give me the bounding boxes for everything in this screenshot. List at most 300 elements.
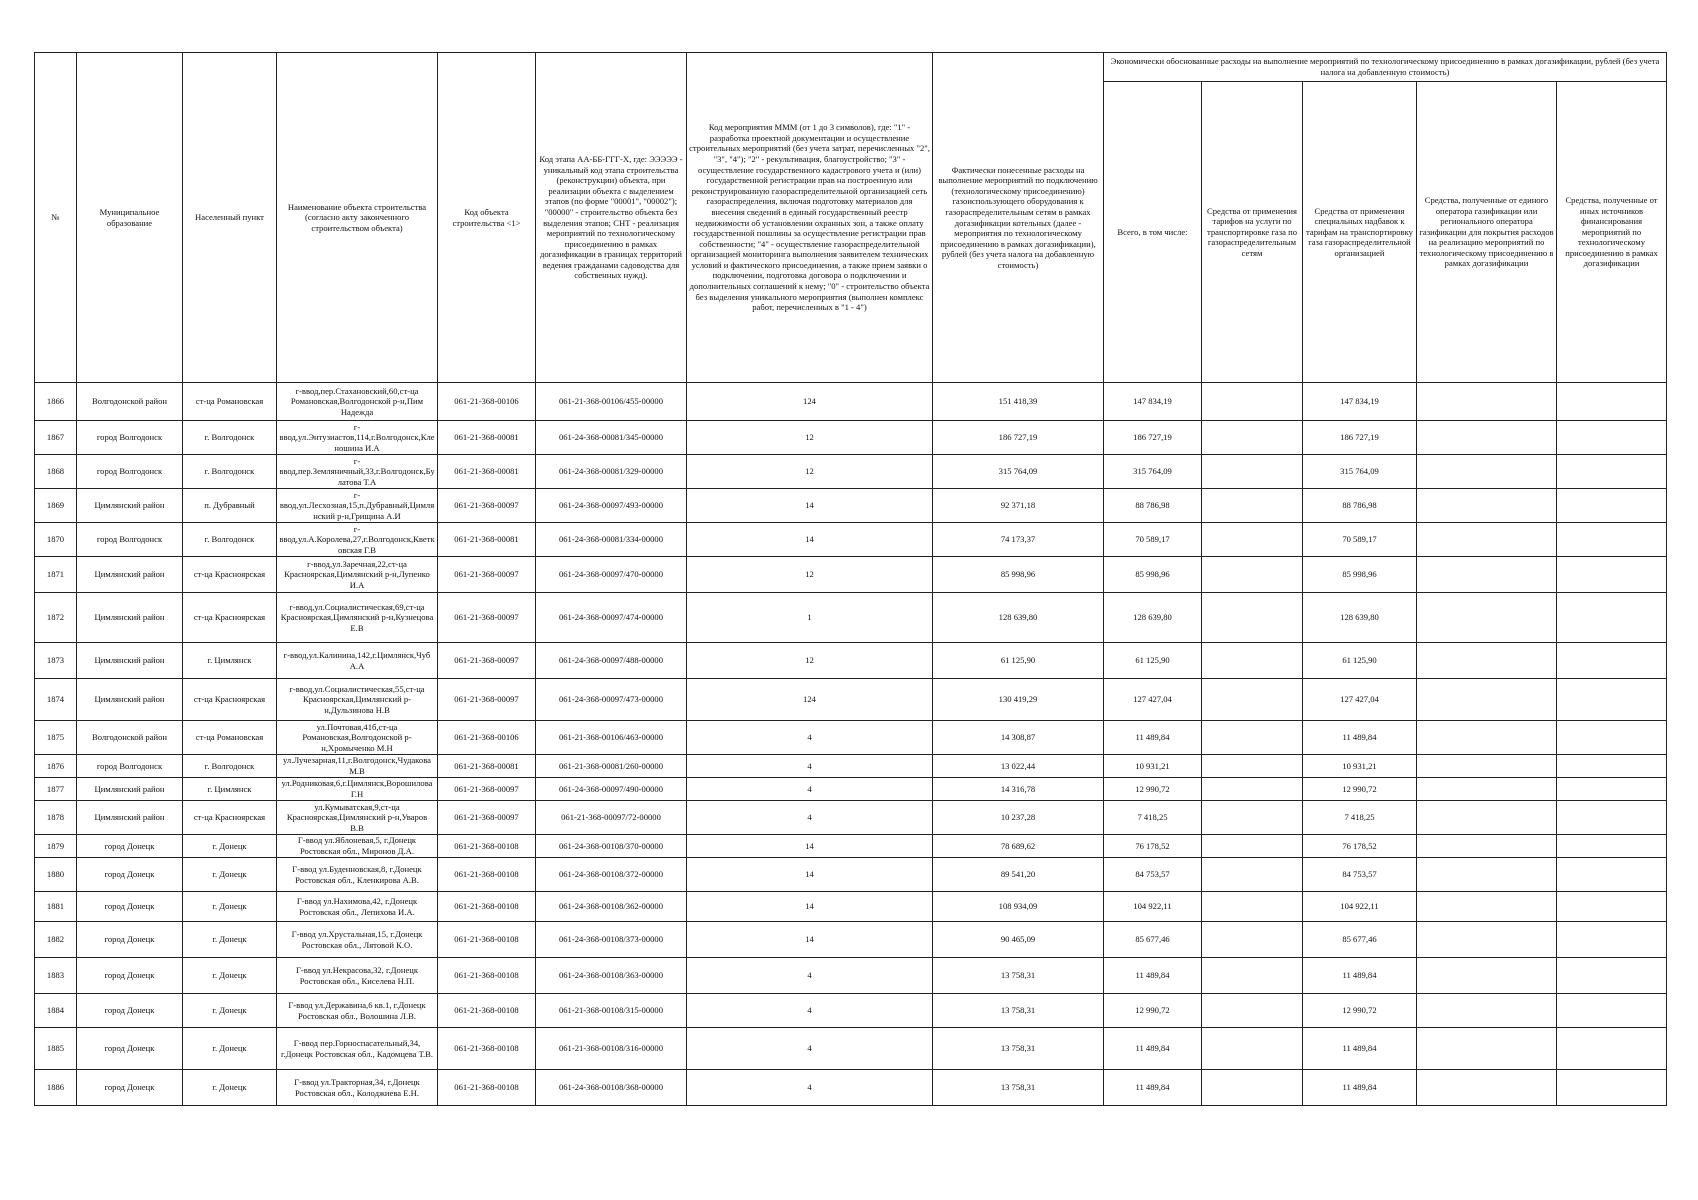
municipality-cell: город Волгодонск <box>77 523 183 557</box>
special-surcharge-cell: 12 990,72 <box>1303 994 1417 1028</box>
object-name-cell: г-ввод,ул.Калинина,142,г.Цимлянск,Чуб А.А <box>277 643 438 679</box>
single-operator-cell <box>1417 1028 1557 1070</box>
row-number: 1885 <box>35 1028 77 1070</box>
object-name-cell: Г-ввод ул.Нахимова,42, г.Донецк Ростовская обл., Лепихова И.А. <box>277 892 438 922</box>
total-cell: 186 727,19 <box>1104 421 1202 455</box>
object-code-cell: 061-21-368-00108 <box>438 1028 536 1070</box>
actual-costs-cell: 14 308,87 <box>933 721 1104 755</box>
other-sources-cell <box>1557 755 1667 778</box>
object-code-cell: 061-21-368-00106 <box>438 721 536 755</box>
row-number: 1874 <box>35 679 77 721</box>
municipality-cell: город Донецк <box>77 892 183 922</box>
tariff-cell <box>1202 958 1303 994</box>
table-row <box>35 593 1667 643</box>
row-number: 1872 <box>35 593 77 643</box>
activity-code-cell: 4 <box>687 1028 933 1070</box>
municipality-cell: город Волгодонск <box>77 755 183 778</box>
municipality-cell: Волгодонской район <box>77 383 183 421</box>
object-code-cell: 061-21-368-00097 <box>438 778 536 801</box>
row-number: 1867 <box>35 421 77 455</box>
tariff-cell <box>1202 835 1303 858</box>
total-cell: 7 418,25 <box>1104 801 1202 835</box>
tariff-cell <box>1202 557 1303 593</box>
settlement-cell: г. Донецк <box>183 892 277 922</box>
object-code-cell: 061-21-368-00097 <box>438 593 536 643</box>
special-surcharge-cell: 104 922,11 <box>1303 892 1417 922</box>
stage-code-cell: 061-24-368-00108/368-00000 <box>536 1070 687 1106</box>
single-operator-cell <box>1417 858 1557 892</box>
settlement-cell: г. Волгодонск <box>183 421 277 455</box>
tariff-cell <box>1202 755 1303 778</box>
table-row <box>35 383 1667 421</box>
special-surcharge-cell: 11 489,84 <box>1303 1070 1417 1106</box>
activity-code-cell: 14 <box>687 835 933 858</box>
stage-code-cell: 061-21-368-00106/463-00000 <box>536 721 687 755</box>
other-sources-cell <box>1557 489 1667 523</box>
activity-code-cell: 12 <box>687 455 933 489</box>
row-number: 1866 <box>35 383 77 421</box>
header-tariff-transport: Средства от применения тарифов на услуги по транспортировке газа по газораспределительным сетям <box>1202 82 1303 383</box>
object-name-cell: ул.Родниковая,6,г.Цимлянск,Ворошилова Г.Н <box>277 778 438 801</box>
tariff-cell <box>1202 994 1303 1028</box>
municipality-cell: Цимлянский район <box>77 593 183 643</box>
stage-code-cell: 061-21-368-00108/315-00000 <box>536 994 687 1028</box>
actual-costs-cell: 128 639,80 <box>933 593 1104 643</box>
municipality-cell: Волгодонской район <box>77 721 183 755</box>
header-actual-costs: Фактически понесенные расходы на выполнение мероприятий по подключению (технологическому присоединению) газоиспользующего оборудования к газораспределительным сетям в рамках догазификации котельных (далее - мероприятия по технологическому присоединению в рамках догазификации), рублей (без учета налога на добавленную стоимость) <box>933 53 1104 383</box>
settlement-cell: г. Донецк <box>183 958 277 994</box>
other-sources-cell <box>1557 958 1667 994</box>
tariff-cell <box>1202 922 1303 958</box>
other-sources-cell <box>1557 593 1667 643</box>
total-cell: 11 489,84 <box>1104 1070 1202 1106</box>
municipality-cell: город Донецк <box>77 835 183 858</box>
stage-code-cell: 061-21-368-00106/455-00000 <box>536 383 687 421</box>
other-sources-cell <box>1557 835 1667 858</box>
row-number: 1875 <box>35 721 77 755</box>
settlement-cell: г. Донецк <box>183 858 277 892</box>
other-sources-cell <box>1557 801 1667 835</box>
object-code-cell: 061-21-368-00081 <box>438 455 536 489</box>
municipality-cell: город Донецк <box>77 958 183 994</box>
object-name-cell: г-ввод,пер.Стахановский,60,ст-ца Романовская,Волгодонской р-н,Пим Надежда <box>277 383 438 421</box>
other-sources-cell <box>1557 679 1667 721</box>
row-number: 1876 <box>35 755 77 778</box>
object-name-cell: Г-ввод пер.Горноспасательный,34, г.Донецк Ростовская обл., Кадомцева Т.В. <box>277 1028 438 1070</box>
activity-code-cell: 14 <box>687 858 933 892</box>
other-sources-cell <box>1557 892 1667 922</box>
special-surcharge-cell: 84 753,57 <box>1303 858 1417 892</box>
header-special-surcharge: Средства от применения специальных надбавок к тарифам на транспортировку газа газораспределительной организацией <box>1303 82 1417 383</box>
special-surcharge-cell: 11 489,84 <box>1303 721 1417 755</box>
total-cell: 315 764,09 <box>1104 455 1202 489</box>
municipality-cell: город Донецк <box>77 994 183 1028</box>
table-row <box>35 421 1667 455</box>
settlement-cell: ст-ца Красноярская <box>183 557 277 593</box>
tariff-cell <box>1202 1028 1303 1070</box>
object-code-cell: 061-21-368-00097 <box>438 557 536 593</box>
actual-costs-cell: 13 758,31 <box>933 958 1104 994</box>
other-sources-cell <box>1557 455 1667 489</box>
object-code-cell: 061-21-368-00108 <box>438 922 536 958</box>
object-name-cell: Г-ввод ул.Буденновская,8, г.Донецк Ростовская обл., Кленкирова А.В. <box>277 858 438 892</box>
single-operator-cell <box>1417 489 1557 523</box>
table-row <box>35 892 1667 922</box>
stage-code-cell: 061-24-368-00097/470-00000 <box>536 557 687 593</box>
settlement-cell: г. Волгодонск <box>183 455 277 489</box>
single-operator-cell <box>1417 721 1557 755</box>
header-num: № <box>35 53 77 383</box>
municipality-cell: город Донецк <box>77 858 183 892</box>
row-number: 1881 <box>35 892 77 922</box>
row-number: 1877 <box>35 778 77 801</box>
actual-costs-cell: 108 934,09 <box>933 892 1104 922</box>
settlement-cell: г. Волгодонск <box>183 755 277 778</box>
tariff-cell <box>1202 489 1303 523</box>
table-row <box>35 679 1667 721</box>
actual-costs-cell: 92 371,18 <box>933 489 1104 523</box>
object-code-cell: 061-21-368-00106 <box>438 383 536 421</box>
tariff-cell <box>1202 858 1303 892</box>
activity-code-cell: 14 <box>687 523 933 557</box>
single-operator-cell <box>1417 557 1557 593</box>
actual-costs-cell: 13 758,31 <box>933 1028 1104 1070</box>
actual-costs-cell: 315 764,09 <box>933 455 1104 489</box>
single-operator-cell <box>1417 523 1557 557</box>
special-surcharge-cell: 88 786,98 <box>1303 489 1417 523</box>
total-cell: 10 931,21 <box>1104 755 1202 778</box>
special-surcharge-cell: 315 764,09 <box>1303 455 1417 489</box>
tariff-cell <box>1202 383 1303 421</box>
municipality-cell: город Донецк <box>77 1070 183 1106</box>
settlement-cell: г. Цимлянск <box>183 643 277 679</box>
header-object-code: Код объекта строительства <1> <box>438 53 536 383</box>
row-number: 1870 <box>35 523 77 557</box>
header-other-sources: Средства, полученные от иных источников финансирования мероприятий по технологическому присоединению в рамках догазификации <box>1557 82 1667 383</box>
activity-code-cell: 12 <box>687 643 933 679</box>
single-operator-cell <box>1417 958 1557 994</box>
special-surcharge-cell: 11 489,84 <box>1303 958 1417 994</box>
object-code-cell: 061-21-368-00108 <box>438 958 536 994</box>
table-row <box>35 557 1667 593</box>
single-operator-cell <box>1417 922 1557 958</box>
object-name-cell: Г-ввод ул.Хрустальная,15, г.Донецк Ростовская обл., Лятовой К.О. <box>277 922 438 958</box>
row-number: 1879 <box>35 835 77 858</box>
stage-code-cell: 061-24-368-00081/334-00000 <box>536 523 687 557</box>
actual-costs-cell: 186 727,19 <box>933 421 1104 455</box>
object-name-cell: г-ввод,ул.Лесхозная,15,п.Дубравный,Цимлянский р-н,Грищина А.И <box>277 489 438 523</box>
activity-code-cell: 12 <box>687 557 933 593</box>
actual-costs-cell: 61 125,90 <box>933 643 1104 679</box>
actual-costs-cell: 13 758,31 <box>933 1070 1104 1106</box>
other-sources-cell <box>1557 643 1667 679</box>
actual-costs-cell: 13 022,44 <box>933 755 1104 778</box>
object-code-cell: 061-21-368-00108 <box>438 858 536 892</box>
municipality-cell: Цимлянский район <box>77 489 183 523</box>
object-code-cell: 061-21-368-00108 <box>438 994 536 1028</box>
row-number: 1883 <box>35 958 77 994</box>
activity-code-cell: 12 <box>687 421 933 455</box>
tariff-cell <box>1202 721 1303 755</box>
activity-code-cell: 4 <box>687 755 933 778</box>
object-name-cell: ул.Кумыватская,9,ст-ца Красноярская,Цимлянский р-н,Уваров В.В <box>277 801 438 835</box>
single-operator-cell <box>1417 679 1557 721</box>
report-table <box>34 52 1667 1106</box>
activity-code-cell: 4 <box>687 1070 933 1106</box>
other-sources-cell <box>1557 994 1667 1028</box>
header-settlement: Населенный пункт <box>183 53 277 383</box>
other-sources-cell <box>1557 1028 1667 1070</box>
stage-code-cell: 061-21-368-00081/260-00000 <box>536 755 687 778</box>
special-surcharge-cell: 127 427,04 <box>1303 679 1417 721</box>
single-operator-cell <box>1417 994 1557 1028</box>
special-surcharge-cell: 10 931,21 <box>1303 755 1417 778</box>
table-row <box>35 721 1667 755</box>
activity-code-cell: 14 <box>687 922 933 958</box>
object-code-cell: 061-21-368-00097 <box>438 801 536 835</box>
total-cell: 61 125,90 <box>1104 643 1202 679</box>
row-number: 1878 <box>35 801 77 835</box>
settlement-cell: ст-ца Красноярская <box>183 593 277 643</box>
single-operator-cell <box>1417 778 1557 801</box>
row-number: 1869 <box>35 489 77 523</box>
municipality-cell: Цимлянский район <box>77 679 183 721</box>
other-sources-cell <box>1557 383 1667 421</box>
settlement-cell: г. Донецк <box>183 922 277 958</box>
stage-code-cell: 061-24-368-00081/329-00000 <box>536 455 687 489</box>
total-cell: 127 427,04 <box>1104 679 1202 721</box>
settlement-cell: г. Донецк <box>183 1028 277 1070</box>
actual-costs-cell: 10 237,28 <box>933 801 1104 835</box>
municipality-cell: город Волгодонск <box>77 421 183 455</box>
header-total: Всего, в том числе: <box>1104 82 1202 383</box>
settlement-cell: ст-ца Красноярская <box>183 679 277 721</box>
total-cell: 70 589,17 <box>1104 523 1202 557</box>
tariff-cell <box>1202 801 1303 835</box>
special-surcharge-cell: 186 727,19 <box>1303 421 1417 455</box>
total-cell: 147 834,19 <box>1104 383 1202 421</box>
stage-code-cell: 061-21-368-00097/72-00000 <box>536 801 687 835</box>
total-cell: 12 990,72 <box>1104 778 1202 801</box>
actual-costs-cell: 90 465,09 <box>933 922 1104 958</box>
table-row <box>35 1070 1667 1106</box>
municipality-cell: Цимлянский район <box>77 643 183 679</box>
actual-costs-cell: 130 419,29 <box>933 679 1104 721</box>
special-surcharge-cell: 85 998,96 <box>1303 557 1417 593</box>
object-code-cell: 061-21-368-00097 <box>438 643 536 679</box>
total-cell: 11 489,84 <box>1104 1028 1202 1070</box>
activity-code-cell: 1 <box>687 593 933 643</box>
municipality-cell: Цимлянский район <box>77 778 183 801</box>
special-surcharge-cell: 76 178,52 <box>1303 835 1417 858</box>
table-row <box>35 835 1667 858</box>
tariff-cell <box>1202 679 1303 721</box>
total-cell: 11 489,84 <box>1104 958 1202 994</box>
header-activity-code: Код мероприятия МММ (от 1 до 3 символов), где: "1" - разработка проектной документации и осуществление строительных мероприятий (без учета затрат, перечисленных "2", "3", "4"); "2" - рекультивация, благоустройство; "3" - осуществление государственного кадастрового учета и (или) государственной регистрации прав на построенную или реконструированную газораспределительной организацией сеть газораспределения, включая подготовку материалов для внесения сведений в единый государственный реестр недвижимости об установлении охранных зон, а также оплату государственной пошлины за осуществление регистрации прав собственности; "4" - осуществление газораспределительной организацией мониторинга выполнения заявителем технических условий и фактического присоединения, а также прием заявки о подключении, подготовка договора о подключении и дополнительных соглашений к нему; "0" - строительство объекта без выделения уникального мероприятия (выполнен комплекс работ, перечисленных в "1 - 4") <box>687 53 933 383</box>
header-econ-group: Экономически обоснованные расходы на выполнение мероприятий по технологическому присоединению в рамках догазификации, рублей (без учета налога на добавленную стоимость) <box>1104 53 1667 82</box>
stage-code-cell: 061-21-368-00108/316-00000 <box>536 1028 687 1070</box>
single-operator-cell <box>1417 593 1557 643</box>
total-cell: 85 998,96 <box>1104 557 1202 593</box>
actual-costs-cell: 74 173,37 <box>933 523 1104 557</box>
total-cell: 76 178,52 <box>1104 835 1202 858</box>
single-operator-cell <box>1417 383 1557 421</box>
activity-code-cell: 4 <box>687 801 933 835</box>
settlement-cell: г. Цимлянск <box>183 778 277 801</box>
object-name-cell: г-ввод,ул.Заречная,22,ст-ца Красноярская,Цимлянский р-н,Лупенко И.А <box>277 557 438 593</box>
single-operator-cell <box>1417 421 1557 455</box>
object-name-cell: Г-ввод ул.Яблоневая,5, г.Донецк Ростовская обл., Миронов Д.А. <box>277 835 438 858</box>
object-name-cell: г-ввод,пер.Земляничный,33,г.Волгодонск,Булатова Т.А <box>277 455 438 489</box>
actual-costs-cell: 85 998,96 <box>933 557 1104 593</box>
tariff-cell <box>1202 643 1303 679</box>
object-name-cell: г-ввод,ул.Социалистическая,55,ст-ца Красноярская,Цимлянский р-н,Дульзинова Н.В <box>277 679 438 721</box>
settlement-cell: ст-ца Красноярская <box>183 801 277 835</box>
single-operator-cell <box>1417 801 1557 835</box>
table-row <box>35 755 1667 778</box>
tariff-cell <box>1202 523 1303 557</box>
row-number: 1886 <box>35 1070 77 1106</box>
header-single-operator: Средства, полученные от единого оператора газификации или регионального оператора газификации для покрытия расходов на реализацию мероприятий по технологическому присоединению в рамках догазификации <box>1417 82 1557 383</box>
single-operator-cell <box>1417 1070 1557 1106</box>
object-code-cell: 061-21-368-00081 <box>438 755 536 778</box>
single-operator-cell <box>1417 835 1557 858</box>
tariff-cell <box>1202 593 1303 643</box>
settlement-cell: г. Донецк <box>183 1070 277 1106</box>
other-sources-cell <box>1557 1070 1667 1106</box>
header-stage-code: Код этапа АА-ББ-ГГГ-Х, где: ЭЭЭЭЭ - уникальный код этапа строительства (реконструкции) объекта, при реализации объекта с выделением этапов (по форме "00001", "00002"); "00000" - строительство объекта без выделения этапов; СНТ - реализация мероприятий по технологическому присоединению в рамках догазификации в границах территорий ведения гражданами садоводства для собственных нужд). <box>536 53 687 383</box>
settlement-cell: г. Донецк <box>183 835 277 858</box>
object-code-cell: 061-21-368-00108 <box>438 835 536 858</box>
stage-code-cell: 061-24-368-00108/363-00000 <box>536 958 687 994</box>
special-surcharge-cell: 147 834,19 <box>1303 383 1417 421</box>
object-code-cell: 061-21-368-00081 <box>438 421 536 455</box>
settlement-cell: п. Дубравный <box>183 489 277 523</box>
actual-costs-cell: 89 541,20 <box>933 858 1104 892</box>
special-surcharge-cell: 11 489,84 <box>1303 1028 1417 1070</box>
tariff-cell <box>1202 778 1303 801</box>
settlement-cell: ст-ца Романовская <box>183 383 277 421</box>
stage-code-cell: 061-24-368-00097/473-00000 <box>536 679 687 721</box>
other-sources-cell <box>1557 557 1667 593</box>
stage-code-cell: 061-24-368-00097/488-00000 <box>536 643 687 679</box>
special-surcharge-cell: 61 125,90 <box>1303 643 1417 679</box>
table-row <box>35 994 1667 1028</box>
municipality-cell: Цимлянский район <box>77 557 183 593</box>
table-row <box>35 643 1667 679</box>
stage-code-cell: 061-24-368-00097/474-00000 <box>536 593 687 643</box>
object-name-cell: г-ввод,ул.А.Королева,27,г.Волгодонск,Кветковская Г.В <box>277 523 438 557</box>
object-name-cell: г-ввод,ул.Энтузиастов,114,г.Волгодонск,Кленошина И.А <box>277 421 438 455</box>
object-code-cell: 061-21-368-00108 <box>438 892 536 922</box>
stage-code-cell: 061-24-368-00108/373-00000 <box>536 922 687 958</box>
table-row <box>35 778 1667 801</box>
table-row <box>35 1028 1667 1070</box>
activity-code-cell: 4 <box>687 721 933 755</box>
special-surcharge-cell: 70 589,17 <box>1303 523 1417 557</box>
other-sources-cell <box>1557 922 1667 958</box>
object-code-cell: 061-21-368-00108 <box>438 1070 536 1106</box>
activity-code-cell: 14 <box>687 489 933 523</box>
object-code-cell: 061-21-368-00081 <box>438 523 536 557</box>
tariff-cell <box>1202 421 1303 455</box>
activity-code-cell: 124 <box>687 679 933 721</box>
municipality-cell: Цимлянский район <box>77 801 183 835</box>
activity-code-cell: 14 <box>687 892 933 922</box>
tariff-cell <box>1202 455 1303 489</box>
table-row <box>35 922 1667 958</box>
row-number: 1873 <box>35 643 77 679</box>
header-object-name: Наименование объекта строительства (согласно акту законченного строительством объекта) <box>277 53 438 383</box>
object-name-cell: Г-ввод ул.Державина,6 кв.1, г.Донецк Ростовская обл., Волошина Л.В. <box>277 994 438 1028</box>
settlement-cell: г. Волгодонск <box>183 523 277 557</box>
row-number: 1884 <box>35 994 77 1028</box>
stage-code-cell: 061-24-368-00097/490-00000 <box>536 778 687 801</box>
other-sources-cell <box>1557 858 1667 892</box>
single-operator-cell <box>1417 755 1557 778</box>
special-surcharge-cell: 128 639,80 <box>1303 593 1417 643</box>
total-cell: 85 677,46 <box>1104 922 1202 958</box>
row-number: 1882 <box>35 922 77 958</box>
header-municipality: Муниципальное образование <box>77 53 183 383</box>
stage-code-cell: 061-24-368-00081/345-00000 <box>536 421 687 455</box>
special-surcharge-cell: 7 418,25 <box>1303 801 1417 835</box>
stage-code-cell: 061-24-368-00108/362-00000 <box>536 892 687 922</box>
object-code-cell: 061-21-368-00097 <box>438 489 536 523</box>
row-number: 1868 <box>35 455 77 489</box>
settlement-cell: г. Донецк <box>183 994 277 1028</box>
object-name-cell: г-ввод,ул.Социалистическая,69,ст-ца Красноярская,Цимлянский р-н,Кузнецова Е.В <box>277 593 438 643</box>
municipality-cell: город Волгодонск <box>77 455 183 489</box>
total-cell: 12 990,72 <box>1104 994 1202 1028</box>
single-operator-cell <box>1417 643 1557 679</box>
actual-costs-cell: 151 418,39 <box>933 383 1104 421</box>
other-sources-cell <box>1557 523 1667 557</box>
row-number: 1880 <box>35 858 77 892</box>
actual-costs-cell: 78 689,62 <box>933 835 1104 858</box>
activity-code-cell: 4 <box>687 994 933 1028</box>
total-cell: 84 753,57 <box>1104 858 1202 892</box>
table-row <box>35 523 1667 557</box>
other-sources-cell <box>1557 421 1667 455</box>
activity-code-cell: 124 <box>687 383 933 421</box>
table-row <box>35 958 1667 994</box>
municipality-cell: город Донецк <box>77 1028 183 1070</box>
single-operator-cell <box>1417 892 1557 922</box>
special-surcharge-cell: 85 677,46 <box>1303 922 1417 958</box>
total-cell: 128 639,80 <box>1104 593 1202 643</box>
settlement-cell: ст-ца Романовская <box>183 721 277 755</box>
other-sources-cell <box>1557 778 1667 801</box>
stage-code-cell: 061-24-368-00097/493-00000 <box>536 489 687 523</box>
single-operator-cell <box>1417 455 1557 489</box>
object-name-cell: ул.Почтовая,41б,ст-ца Романовская,Волгодонской р-н,Хромыченко М.Н <box>277 721 438 755</box>
table-row <box>35 801 1667 835</box>
municipality-cell: город Донецк <box>77 922 183 958</box>
total-cell: 104 922,11 <box>1104 892 1202 922</box>
activity-code-cell: 4 <box>687 958 933 994</box>
total-cell: 88 786,98 <box>1104 489 1202 523</box>
object-name-cell: ул.Лучезарная,11,г.Волгодонск,Чудакова М.В <box>277 755 438 778</box>
stage-code-cell: 061-24-368-00108/372-00000 <box>536 858 687 892</box>
total-cell: 11 489,84 <box>1104 721 1202 755</box>
row-number: 1871 <box>35 557 77 593</box>
table-body <box>35 383 1667 1106</box>
tariff-cell <box>1202 892 1303 922</box>
object-code-cell: 061-21-368-00097 <box>438 679 536 721</box>
object-name-cell: Г-ввод ул.Тракторная,34, г.Донецк Ростовская обл., Колоджиева Е.Н. <box>277 1070 438 1106</box>
table-row <box>35 455 1667 489</box>
